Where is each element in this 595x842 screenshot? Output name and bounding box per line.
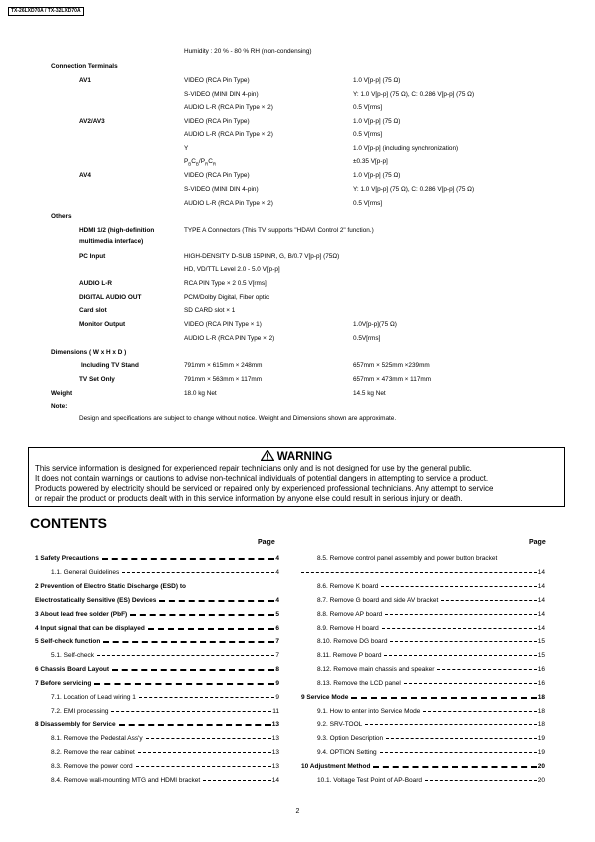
toc-entry[interactable] [301,693,545,702]
spec-item-label: PC Input [79,253,106,260]
toc-leader-dots [437,669,537,670]
toc-entry[interactable] [317,596,545,605]
toc-entry-page: 14 [537,597,545,604]
toc-entry-page: 19 [537,749,545,756]
spec-value: ±0.35 V[p-p] [353,158,388,165]
spec-item-label: AV4 [79,172,91,179]
toc-entry-page: 16 [537,680,545,687]
toc-entry[interactable] [317,707,545,716]
toc-entry-label: 8.12. Remove main chassis and speaker [317,666,435,673]
toc-leader-dots [112,669,274,671]
toc-leader-dots [365,724,537,725]
spec-value: 1.0 V[p-p] (75 Ω) [353,172,401,179]
spec-detail: VIDEO (RCA Pin Type) [184,77,250,84]
toc-leader-dots [139,697,274,698]
spec-detail: S-VIDEO (MINI DIN 4-pin) [184,186,259,193]
toc-leader-dots [94,683,274,685]
toc-entry-page: 14 [537,583,545,590]
toc-entry-label: 2 Prevention of Electro Static Discharge (ESD) to [35,583,186,590]
spec-section-label: Note: [51,403,68,410]
toc-entry-page: 14 [537,625,545,632]
toc-leader-dots [385,614,537,615]
toc-entry-label: 1 Safety Precautions [35,555,99,562]
spec-item-label: AV1 [79,77,91,84]
spec-detail: VIDEO (RCA PIN Type × 1) [184,321,262,328]
toc-entry[interactable] [317,734,545,743]
toc-entry-label: 8.13. Remove the LCD panel [317,680,401,687]
spec-detail: AUDIO L-R (RCA Pin Type × 2) [184,104,273,111]
spec-section-label: Others [51,213,72,220]
toc-entry-page: 18 [537,694,545,701]
toc-entry-label: 4 Input signal that can be displayed [35,625,145,632]
toc-entry-label: 8.8. Remove AP board [317,611,383,618]
toc-leader-dots [136,766,271,767]
contents-title: CONTENTS [30,515,107,531]
spec-detail: TYPE A Connectors (This TV supports "HDAVI Control 2" function.) [184,227,374,234]
toc-entry-page: 19 [537,735,545,742]
toc-leader-dots [111,711,271,712]
warning-line: or repair the product or products dealt with in this service information by anyone else could result in serious injury or death. [35,494,463,503]
toc-entry-label: 7.1. Location of Lead wiring 1 [51,694,136,701]
toc-entry[interactable] [317,748,545,757]
toc-entry-page: 13 [271,763,279,770]
spec-detail: HIGH-DENSITY D-SUB 15PINR, G, B/0.7 V[p-p] (75Ω) [184,253,340,260]
toc-entry-label: 8 Disassembly for Service [35,721,116,728]
toc-entry[interactable] [51,693,279,702]
spec-item-label: Card slot [79,307,107,314]
spec-value: Y: 1.0 V[p-p] (75 Ω), C: 0.286 V[p-p] (75 Ω) [353,186,475,193]
toc-entry-page: 15 [537,638,545,645]
toc-entry[interactable] [35,596,279,605]
spec-detail: SD CARD slot × 1 [184,307,236,314]
toc-entry-page: 18 [537,721,545,728]
spec-detail: RCA PIN Type × 2 0.5 V[rms] [184,280,267,287]
spec-detail: Humidity : 20 % - 80 % RH (non-condensing) [184,48,312,55]
toc-entry-page: 14 [537,611,545,618]
toc-entry[interactable] [35,665,279,674]
toc-entry[interactable] [317,554,545,563]
toc-entry[interactable] [35,637,279,646]
toc-leader-dots [373,766,537,768]
toc-leader-dots [351,697,537,699]
toc-leader-dots [301,572,537,573]
spec-detail: HD, VD/TTL Level 2.0 - 5.0 V[p-p] [184,266,280,273]
toc-leader-dots [138,752,271,753]
warning-title-text: WARNING [276,451,333,463]
spec-detail: VIDEO (RCA Pin Type) [184,172,250,179]
toc-entry-label: 8.3. Remove the power cord [51,763,133,770]
toc-entry-label: 7 Before servicing [35,680,92,687]
toc-entry-label: 5 Self-check function [35,638,101,645]
toc-entry[interactable] [301,568,545,577]
warning-line: This service information is designed for experienced repair technicians only and is not designed for use by the general public. [35,464,472,473]
toc-entry-label: 9.1. How to enter into Service Mode [317,708,421,715]
toc-entry-label: 9.2. SRV-TOOL [317,721,363,728]
page-number: 2 [295,808,300,815]
toc-leader-dots [103,641,274,643]
toc-entry[interactable] [317,776,545,785]
toc-entry-page: 8 [275,666,279,673]
toc-entry-page: 4 [275,555,279,562]
spec-detail: VIDEO (RCA Pin Type) [184,118,250,125]
toc-entry-page: 15 [537,652,545,659]
toc-leader-dots [159,600,274,602]
toc-entry-label: 1.1. General Guidelines [51,569,120,576]
spec-item-label: multimedia interface) [79,238,144,245]
spec-value: 657mm × 525mm ×239mm [353,362,430,369]
toc-entry-page: 13 [271,721,279,728]
toc-leader-dots [404,683,537,684]
toc-leader-dots [119,724,271,726]
toc-entry-label: 8.4. Remove wall-mounting MTG and HDMI bracket [51,777,201,784]
toc-entry-label: 8.9. Remove H board [317,625,379,632]
toc-entry-page: 18 [537,708,545,715]
toc-entry-label: 7.2. EMI processing [51,708,109,715]
toc-entry-page: 4 [275,569,279,576]
toc-entry-label: 9.4. OPTION Setting [317,749,377,756]
toc-leader-dots [203,780,271,781]
toc-leader-dots [97,655,274,656]
toc-entry-page: 9 [275,680,279,687]
spec-detail: AUDIO L-R (RCA Pin Type × 2) [184,200,273,207]
toc-entry-label: 8.11. Remove P board [317,652,382,659]
toc-leader-dots [423,711,537,712]
toc-entry-page: 14 [271,777,279,784]
toc-entry-label: 8.10. Remove DG board [317,638,388,645]
toc-entry-label: 8.6. Remove K board [317,583,379,590]
toc-entry[interactable] [51,748,279,757]
toc-entry-page: 13 [271,749,279,756]
toc-entry[interactable] [35,624,279,633]
toc-leader-dots [382,628,537,629]
spec-detail: $P_BC_B/P_RC_R$ [184,158,217,167]
toc-entry[interactable] [51,762,279,771]
toc-entry[interactable] [317,651,545,660]
warning-box [28,447,565,507]
toc-leader-dots [102,558,274,560]
toc-leader-dots [390,641,537,642]
toc-entry[interactable] [317,665,545,674]
toc-entry-page: 4 [275,597,279,604]
toc-entry-page: 7 [275,652,279,659]
warning-line: It does not contain warnings or cautions to advise non-technical individuals of potential dangers in attempting to service a product. [35,474,489,483]
toc-leader-dots [146,738,271,739]
toc-entry-label: 3 About lead free solder (PbF) [35,611,128,618]
toc-entry[interactable] [35,720,279,729]
spec-item-label: Monitor Output [79,321,126,328]
spec-value: 0.5 V[rms] [353,200,383,207]
toc-leader-dots [148,628,274,630]
toc-entry-label: 8.5. Remove control panel assembly and power button bracket [317,555,498,562]
toc-leader-dots [122,572,274,573]
toc-entry[interactable] [35,582,279,591]
spec-detail: S-VIDEO (MINI DIN 4-pin) [184,91,259,98]
toc-leader-dots [130,614,274,616]
spec-value: 0.5 V[rms] [353,131,383,138]
toc-entry[interactable] [317,679,545,688]
toc-entry[interactable] [301,762,545,771]
toc-entry[interactable] [317,624,545,633]
warning-triangle-icon [261,450,274,461]
spec-section-label: Dimensions ( W x H x D ) [51,349,127,356]
spec-value: 14.5 kg Net [353,390,386,397]
toc-entry-page: 6 [275,625,279,632]
toc-entry[interactable] [317,610,545,619]
toc-leader-dots [425,780,537,781]
toc-entry-page: 20 [537,777,545,784]
toc-entry[interactable] [51,707,279,716]
toc-entry[interactable] [51,734,279,743]
toc-entry-page: 7 [275,638,279,645]
spec-detail: 18.0 kg Net [184,390,217,397]
toc-entry-label: 8.1. Remove the Pedestal Ass'y [51,735,143,742]
toc-entry-page: 9 [275,694,279,701]
toc-entry-label: 5.1. Self-check [51,652,94,659]
page-column-header-right: Page [529,539,546,546]
warning-title [29,450,564,464]
toc-entry[interactable] [317,720,545,729]
spec-item-label: AUDIO L-R [79,280,113,287]
warning-line: Products powered by electricity should be serviced or repaired only by experienced professional technicians. Any attempt to service [35,484,494,493]
toc-entry-page: 13 [271,735,279,742]
spec-value: 1.0 V[p-p] (75 Ω) [353,118,401,125]
spec-value: 1.0 V[p-p] (including synchronization) [353,145,459,152]
toc-entry[interactable] [51,776,279,785]
spec-item-label: HDMI 1/2 (high-definition [79,227,155,234]
toc-entry[interactable] [317,637,545,646]
spec-item-label: DIGITAL AUDIO OUT [79,294,142,301]
page-column-header-left: Page [258,539,275,546]
toc-entry[interactable] [51,568,279,577]
model-header: TX-26LXD70A / TX-32LXD70A [8,7,84,16]
toc-entry-page: 11 [272,708,279,715]
toc-entry[interactable] [35,554,279,563]
toc-entry-label: 10 Adjustment Method [301,763,371,770]
toc-entry-label: 9.3. Option Description [317,735,384,742]
toc-leader-dots [380,752,537,753]
toc-entry-label: 10.1. Voltage Test Point of AP-Board [317,777,423,784]
toc-entry[interactable] [35,610,279,619]
spec-value: 1.0V[p-p](75 Ω) [353,321,397,328]
toc-entry[interactable] [51,651,279,660]
spec-detail: 791mm × 615mm × 248mm [184,362,263,369]
toc-entry-label: 9 Service Mode [301,694,349,701]
note-text: Design and specifications are subject to change without notice. Weight and Dimensions shown are approximate. [79,415,397,422]
spec-detail: AUDIO L-R (RCA Pin Type × 2) [184,131,273,138]
spec-section-label: Weight [51,390,73,397]
spec-value: Y: 1.0 V[p-p] (75 Ω), C: 0.286 V[p-p] (75 Ω) [353,91,475,98]
toc-entry[interactable] [317,582,545,591]
toc-entry-label: 6 Chassis Board Layout [35,666,110,673]
toc-entry-label: 8.2. Remove the rear cabinet [51,749,135,756]
spec-value: 657mm × 473mm × 117mm [353,376,432,383]
spec-item-label: AV2/AV3 [79,118,105,125]
toc-entry-label: Electrostatically Sensitive (ES) Devices [35,597,157,604]
spec-detail: Y [184,145,189,152]
toc-leader-dots [384,655,537,656]
spec-section-label: Connection Terminals [51,63,118,70]
spec-detail: PCM/Dolby Digital, Fiber optic [184,294,270,301]
spec-value: 1.0 V[p-p] (75 Ω) [353,77,401,84]
spec-detail: AUDIO L-R (RCA PIN Type × 2) [184,335,275,342]
toc-entry-page: 5 [275,611,279,618]
toc-leader-dots [381,586,537,587]
toc-entry-page: 16 [537,666,545,673]
toc-leader-dots [386,738,537,739]
toc-entry-page: 20 [537,763,545,770]
toc-leader-dots [441,600,537,601]
toc-entry-page: 14 [537,569,545,576]
spec-value: 0.5 V[rms] [353,104,383,111]
spec-item-label: TV Set Only [79,376,115,383]
toc-entry[interactable] [35,679,279,688]
spec-value: 0.5V[rms] [353,335,381,342]
toc-entry-label: 8.7. Remove G board and side AV bracket [317,597,439,604]
spec-detail: 791mm × 563mm × 117mm [184,376,263,383]
spec-item-label: Including TV Stand [81,362,139,369]
